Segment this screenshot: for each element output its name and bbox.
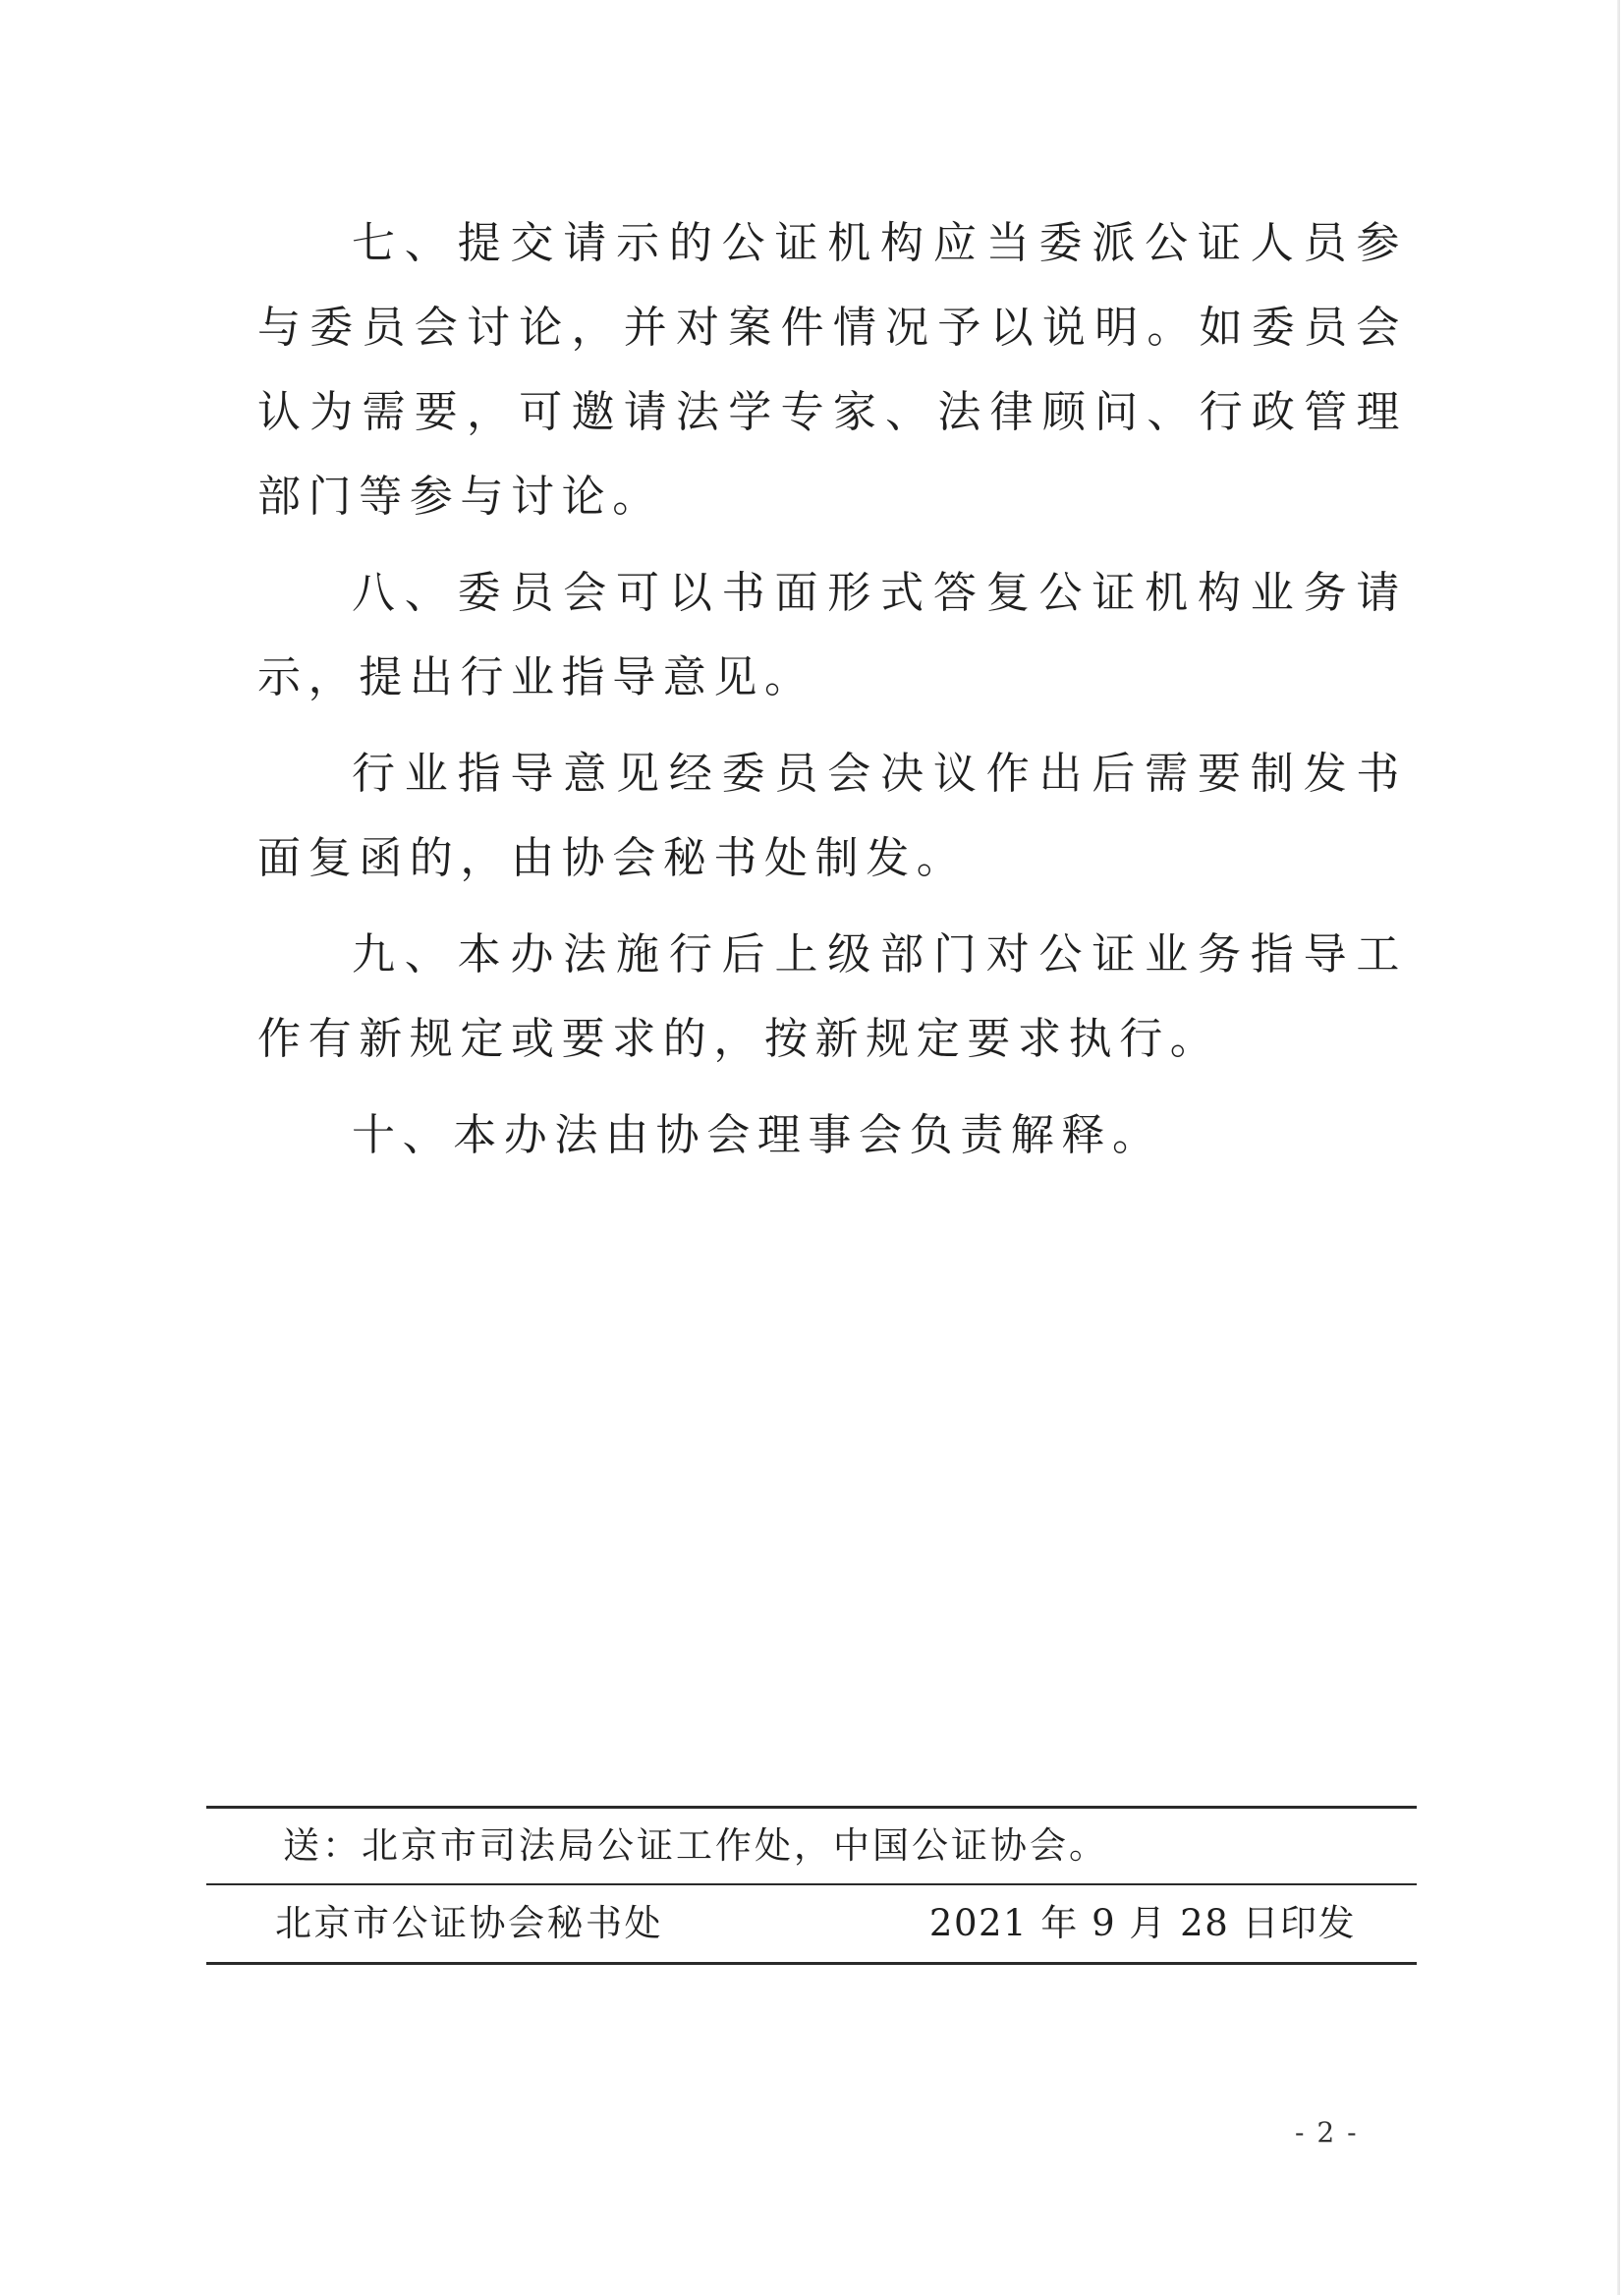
footer-bottom-rule — [206, 1962, 1417, 1965]
issue-info-row — [206, 1885, 1417, 1962]
paragraph-article-10: 十、本办法由协会理事会负责解释。 — [352, 1110, 1163, 1160]
distribution-line: 送：北京市司法局公证工作处，中国公证协会。 — [283, 1824, 1108, 1867]
paragraph-article-7: 七、提交请示的公证机构应当委派公证人员参与委员会讨论，并对案件情况予以说明。如委员会认为需要，可邀请法学专家、法律顾问、行政管理部门等参与讨论。 — [257, 218, 1407, 522]
document-footer — [206, 1806, 1417, 1965]
issue-date: 2021 年 9 月 28 日印发 — [928, 1902, 1356, 1944]
paragraph-article-9: 九、本办法施行后上级部门对公证业务指导工作有新规定或要求的，按新规定要求执行。 — [257, 929, 1407, 1064]
paragraph-article-8-supplement: 行业指导意见经委员会决议作出后需要制发书面复函的，由协会秘书处制发。 — [257, 749, 1407, 883]
body-text — [257, 201, 1407, 1190]
issuer: 北京市公证协会秘书处 — [275, 1902, 663, 1944]
page-number: - 2 - — [1295, 2116, 1359, 2149]
paragraph-article-8: 八、委员会可以书面形式答复公证机构业务请示，提出行业指导意见。 — [257, 568, 1407, 702]
scan-edge — [1617, 0, 1620, 2295]
